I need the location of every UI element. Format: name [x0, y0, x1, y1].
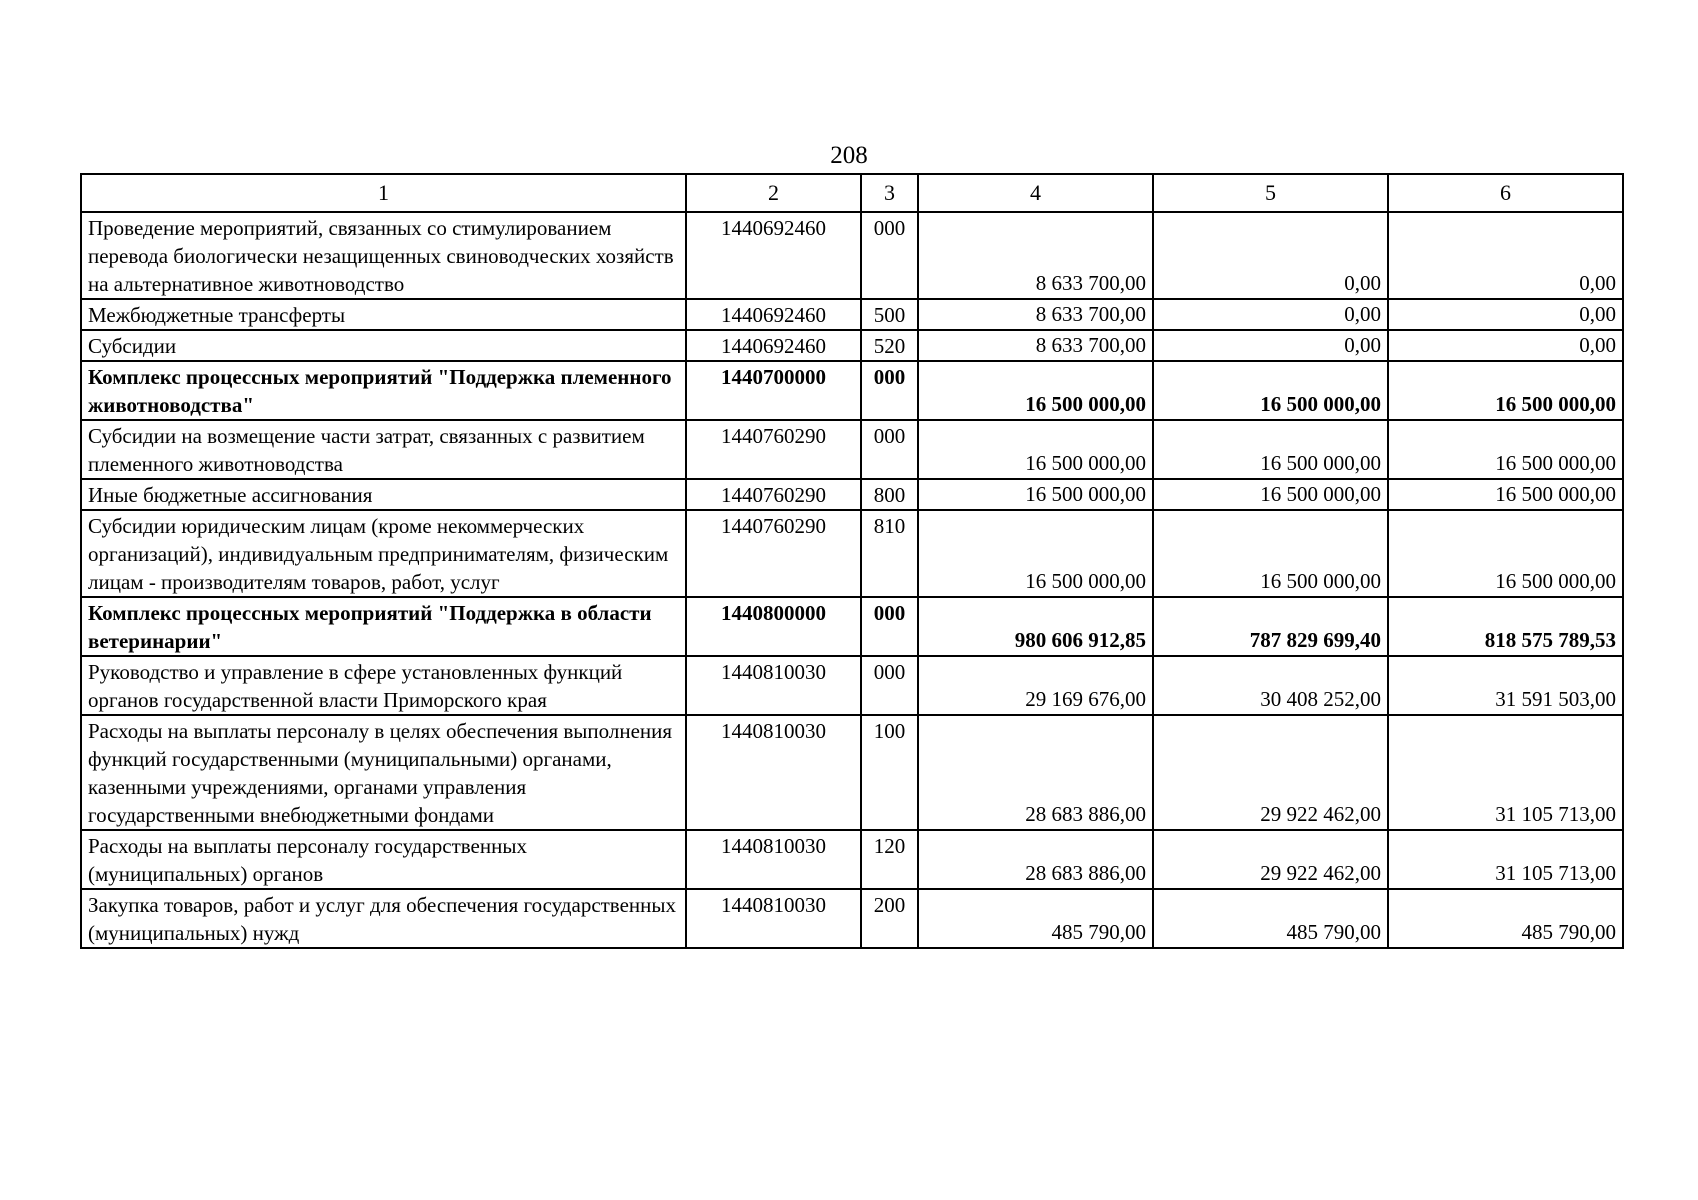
row-value-col4: 29 169 676,00	[918, 656, 1153, 715]
row-value-col6: 31 591 503,00	[1388, 656, 1623, 715]
budget-table	[80, 173, 1624, 949]
row-code-cell: 1440692460	[686, 212, 861, 299]
row-type-cell: 520	[861, 330, 918, 361]
row-code-cell: 1440700000	[686, 361, 861, 420]
row-type-cell: 000	[861, 597, 918, 656]
table-row	[81, 330, 1623, 361]
row-value-col6: 0,00	[1388, 299, 1623, 330]
row-code-cell: 1440760290	[686, 479, 861, 510]
table-row	[81, 420, 1623, 479]
row-value-col6: 31 105 713,00	[1388, 715, 1623, 830]
table-row	[81, 889, 1623, 948]
row-name-cell: Иные бюджетные ассигнования	[81, 479, 686, 510]
row-value-col4: 16 500 000,00	[918, 479, 1153, 510]
column-header: 1	[81, 174, 686, 212]
row-type-cell: 000	[861, 656, 918, 715]
row-type-cell: 120	[861, 830, 918, 889]
table-row	[81, 830, 1623, 889]
row-value-col4: 8 633 700,00	[918, 299, 1153, 330]
table-row	[81, 299, 1623, 330]
row-name-cell: Расходы на выплаты персоналу в целях обеспечения выполнения функций государственными (муниципальными) органами, казенными учреждениями, органами управления государственными внебюджетными фондами	[81, 715, 686, 830]
row-name-cell: Межбюджетные трансферты	[81, 299, 686, 330]
row-code-cell: 1440760290	[686, 420, 861, 479]
row-value-col4: 16 500 000,00	[918, 361, 1153, 420]
row-value-col5: 0,00	[1153, 330, 1388, 361]
row-value-col4: 8 633 700,00	[918, 330, 1153, 361]
table-row	[81, 361, 1623, 420]
table-row	[81, 510, 1623, 597]
row-type-cell: 800	[861, 479, 918, 510]
row-value-col5: 29 922 462,00	[1153, 715, 1388, 830]
row-code-cell: 1440800000	[686, 597, 861, 656]
row-name-cell: Субсидии	[81, 330, 686, 361]
row-value-col5: 0,00	[1153, 212, 1388, 299]
row-name-cell: Комплекс процессных мероприятий "Поддержка племенного животноводства"	[81, 361, 686, 420]
row-name-cell: Закупка товаров, работ и услуг для обеспечения государственных (муниципальных) нужд	[81, 889, 686, 948]
row-name-cell: Проведение мероприятий, связанных со стимулированием перевода биологически незащищенных свиноводческих хозяйств на альтернативное животноводство	[81, 212, 686, 299]
row-value-col6: 16 500 000,00	[1388, 361, 1623, 420]
row-value-col5: 16 500 000,00	[1153, 479, 1388, 510]
row-value-col5: 16 500 000,00	[1153, 420, 1388, 479]
row-code-cell: 1440692460	[686, 330, 861, 361]
row-value-col5: 0,00	[1153, 299, 1388, 330]
row-code-cell: 1440692460	[686, 299, 861, 330]
row-name-cell: Руководство и управление в сфере установленных функций органов государственной власти Приморского края	[81, 656, 686, 715]
row-type-cell: 200	[861, 889, 918, 948]
table-row	[81, 597, 1623, 656]
row-value-col5: 16 500 000,00	[1153, 361, 1388, 420]
table-row	[81, 656, 1623, 715]
row-value-col6: 0,00	[1388, 212, 1623, 299]
row-type-cell: 000	[861, 361, 918, 420]
column-header: 3	[861, 174, 918, 212]
row-value-col5: 787 829 699,40	[1153, 597, 1388, 656]
row-name-cell: Субсидии на возмещение части затрат, связанных с развитием племенного животноводства	[81, 420, 686, 479]
row-code-cell: 1440810030	[686, 889, 861, 948]
row-type-cell: 100	[861, 715, 918, 830]
table-body	[81, 212, 1623, 948]
row-value-col6: 16 500 000,00	[1388, 420, 1623, 479]
column-header: 2	[686, 174, 861, 212]
row-code-cell: 1440810030	[686, 830, 861, 889]
row-type-cell: 000	[861, 420, 918, 479]
row-type-cell: 500	[861, 299, 918, 330]
row-value-col5: 30 408 252,00	[1153, 656, 1388, 715]
row-name-cell: Расходы на выплаты персоналу государственных (муниципальных) органов	[81, 830, 686, 889]
row-value-col5: 485 790,00	[1153, 889, 1388, 948]
row-value-col6: 31 105 713,00	[1388, 830, 1623, 889]
row-value-col6: 818 575 789,53	[1388, 597, 1623, 656]
row-value-col4: 485 790,00	[918, 889, 1153, 948]
row-type-cell: 000	[861, 212, 918, 299]
row-name-cell: Субсидии юридическим лицам (кроме некоммерческих организаций), индивидуальным предпринимателям, физическим лицам - производителям товаров, работ, услуг	[81, 510, 686, 597]
column-header: 5	[1153, 174, 1388, 212]
row-value-col5: 16 500 000,00	[1153, 510, 1388, 597]
row-value-col6: 16 500 000,00	[1388, 510, 1623, 597]
row-type-cell: 810	[861, 510, 918, 597]
row-code-cell: 1440760290	[686, 510, 861, 597]
row-value-col4: 28 683 886,00	[918, 830, 1153, 889]
row-value-col5: 29 922 462,00	[1153, 830, 1388, 889]
column-header: 4	[918, 174, 1153, 212]
row-value-col4: 16 500 000,00	[918, 420, 1153, 479]
row-value-col6: 485 790,00	[1388, 889, 1623, 948]
row-value-col4: 16 500 000,00	[918, 510, 1153, 597]
table-row	[81, 715, 1623, 830]
column-header: 6	[1388, 174, 1623, 212]
row-code-cell: 1440810030	[686, 715, 861, 830]
row-name-cell: Комплекс процессных мероприятий "Поддержка в области ветеринарии"	[81, 597, 686, 656]
table-row	[81, 479, 1623, 510]
table-row	[81, 212, 1623, 299]
row-value-col4: 28 683 886,00	[918, 715, 1153, 830]
row-value-col6: 16 500 000,00	[1388, 479, 1623, 510]
row-value-col4: 8 633 700,00	[918, 212, 1153, 299]
row-value-col6: 0,00	[1388, 330, 1623, 361]
row-value-col4: 980 606 912,85	[918, 597, 1153, 656]
header-row	[81, 174, 1623, 212]
page-number: 208	[830, 142, 868, 169]
row-code-cell: 1440810030	[686, 656, 861, 715]
